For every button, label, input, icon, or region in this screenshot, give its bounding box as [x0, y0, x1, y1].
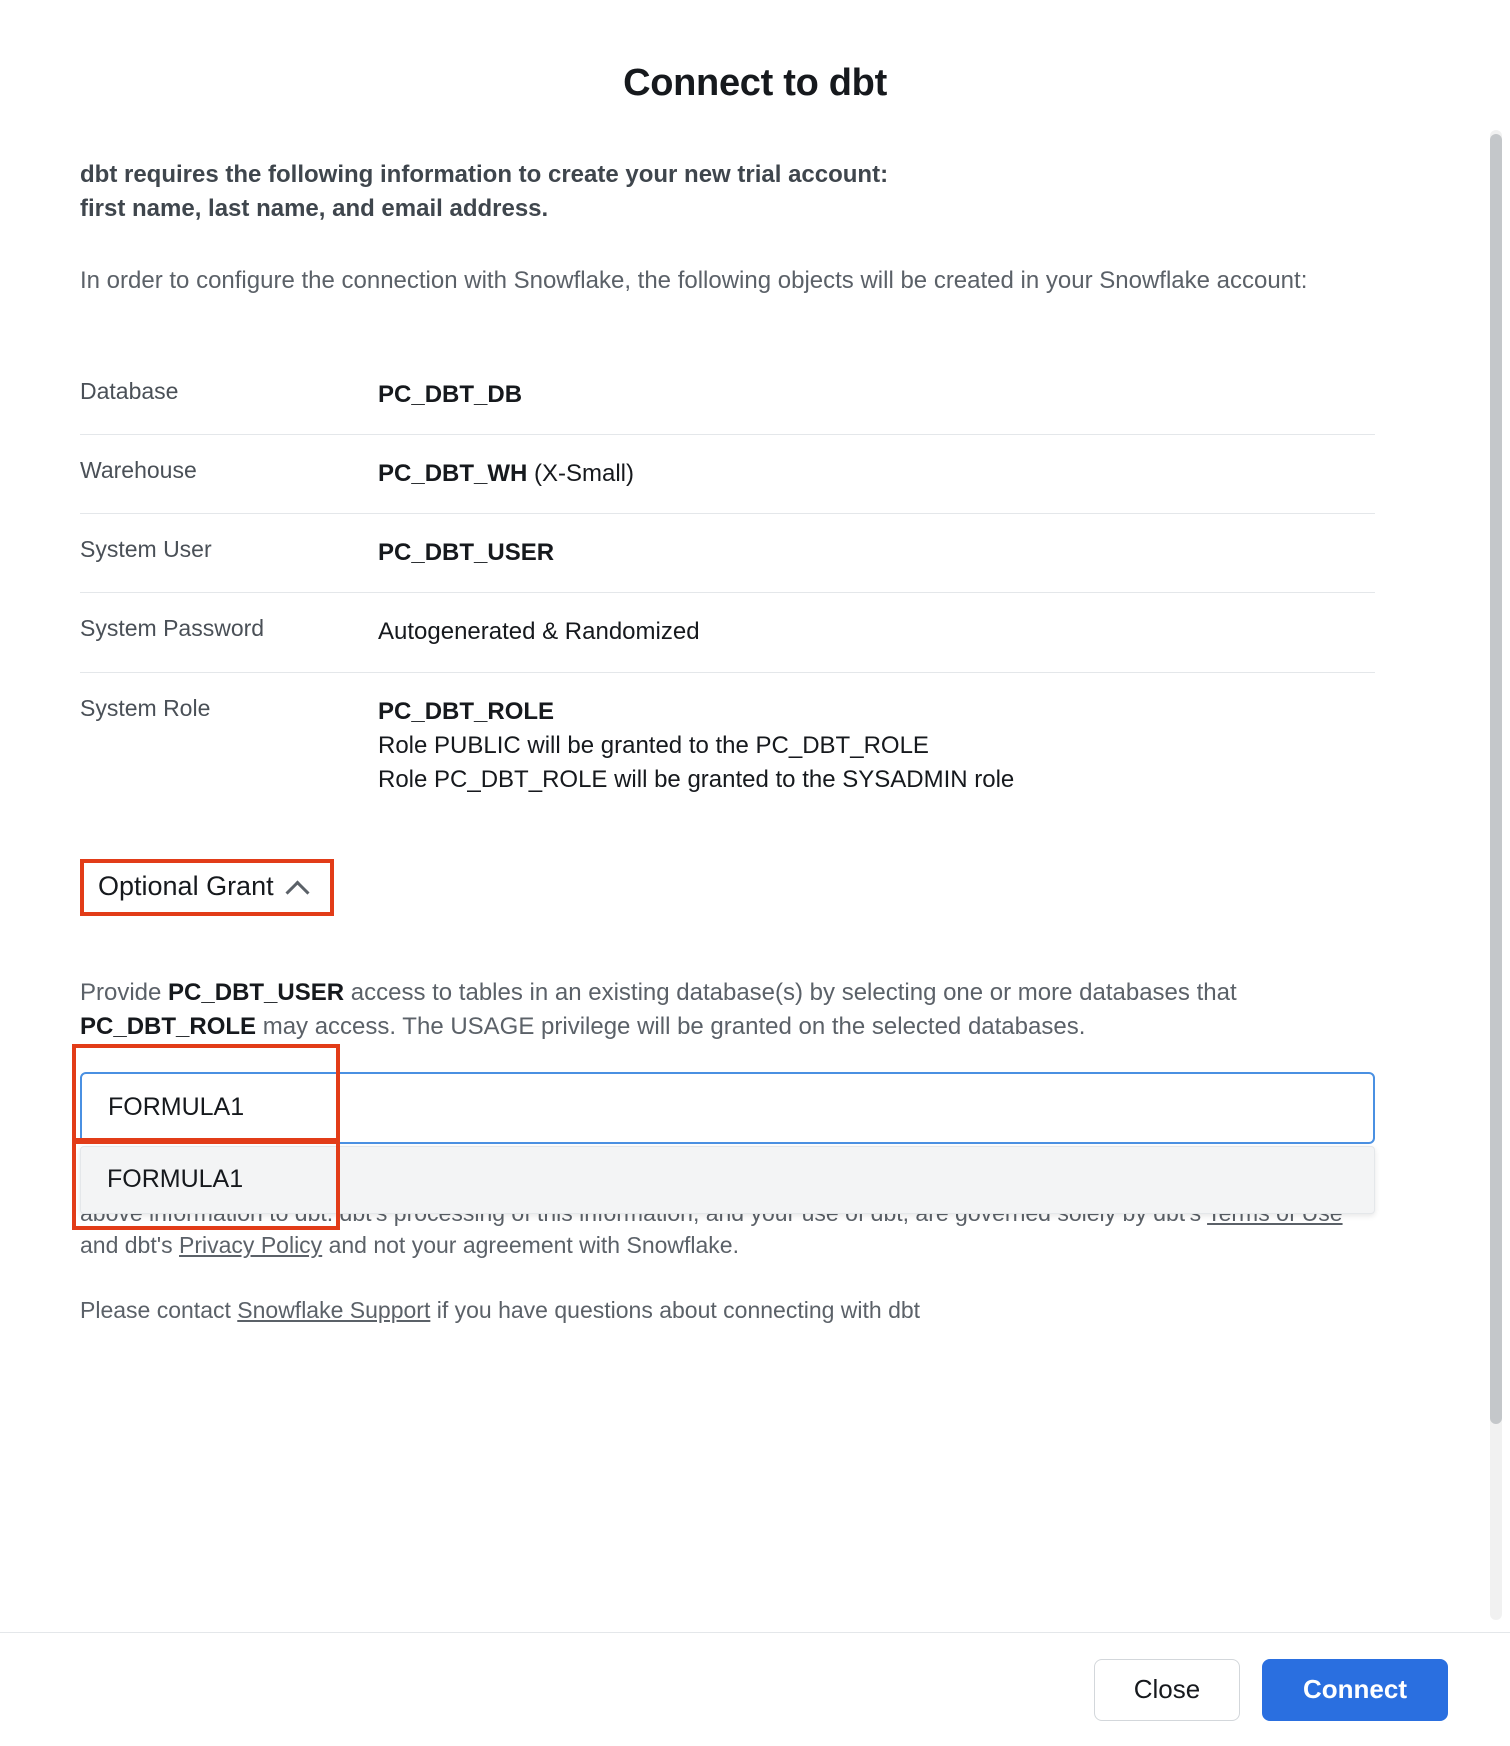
- lead-text: [80, 158, 1400, 226]
- optional-grant-highlight: [80, 859, 334, 916]
- lead-line-2: first name, last name, and email address.: [80, 195, 549, 223]
- table-row: [80, 514, 1375, 593]
- scrollbar-track[interactable]: [1490, 130, 1502, 1620]
- intro-text: In order to configure the connection with Snowflake, the following objects will be created in your Snowflake account:: [80, 267, 1308, 295]
- grant-desc-user: PC_DBT_USER: [168, 978, 345, 1006]
- optional-grant-toggle[interactable]: [98, 871, 308, 902]
- close-button[interactable]: Close: [1094, 1659, 1240, 1721]
- database-select-option[interactable]: FORMULA1: [107, 1165, 244, 1194]
- connect-button[interactable]: Connect: [1262, 1659, 1448, 1721]
- spec-key: System Password: [80, 615, 265, 642]
- spec-value-bold: PC_DBT_WH: [378, 460, 528, 488]
- database-select-area: [80, 1072, 1375, 1194]
- spec-value-rest: (X-Small): [527, 460, 635, 488]
- support-prefix: Please contact: [80, 1296, 238, 1323]
- legal-mid: and dbt's: [80, 1232, 180, 1259]
- optional-grant-label: Optional Grant: [98, 870, 274, 901]
- spec-value-bold: PC_DBT_USER: [378, 539, 555, 567]
- spec-key: System User: [80, 536, 212, 563]
- table-row: [80, 672, 1375, 819]
- object-spec-table: [80, 356, 1375, 819]
- spec-value-rest: Autogenerated & Randomized: [378, 618, 700, 646]
- grant-desc-part-2: access to tables in an existing database(s) by selecting one or more databases that: [344, 978, 1237, 1006]
- grant-desc-part-1: Provide: [80, 978, 169, 1006]
- spec-value: [378, 672, 1375, 819]
- lead-line-1: dbt requires the following information to create your new trial account:: [80, 161, 889, 188]
- support-text: [80, 1294, 1400, 1327]
- optional-grant-description: [80, 976, 1400, 1044]
- grant-desc-part-3: may access. The USAGE privilege will be granted on the selected databases.: [256, 1012, 1086, 1040]
- table-row: [80, 593, 1375, 672]
- chevron-up-icon: [288, 878, 308, 898]
- spec-value: [378, 593, 1375, 672]
- spec-value-bold: PC_DBT_ROLE: [378, 697, 555, 725]
- legal-tail: and not your agreement with Snowflake.: [322, 1232, 739, 1259]
- database-select-input[interactable]: FORMULA1: [80, 1072, 1375, 1144]
- dialog-footer: [0, 1632, 1510, 1746]
- role-detail-line-1: Role PUBLIC will be granted to the PC_DBT_ROLE: [378, 731, 929, 759]
- spec-key: Database: [80, 378, 179, 405]
- spec-value: [378, 514, 1375, 593]
- spec-key: Warehouse: [80, 457, 197, 484]
- spec-value: [378, 356, 1375, 435]
- spec-value-bold: PC_DBT_DB: [378, 381, 523, 409]
- snowflake-support-link[interactable]: Snowflake Support: [237, 1296, 431, 1323]
- role-detail-line-2: Role PC_DBT_ROLE will be granted to the SYSADMIN role: [378, 765, 1015, 793]
- spec-key: System Role: [80, 694, 211, 721]
- privacy-policy-link[interactable]: Privacy Policy: [179, 1232, 323, 1259]
- support-suffix: if you have questions about connecting with dbt: [430, 1296, 921, 1323]
- grant-desc-role: PC_DBT_ROLE: [80, 1012, 257, 1040]
- spec-value: [378, 435, 1375, 514]
- dialog-title: Connect to dbt: [623, 62, 887, 104]
- table-row: [80, 435, 1375, 514]
- dialog-body: [0, 130, 1510, 1632]
- table-row: [80, 356, 1375, 435]
- database-select-menu: [80, 1146, 1375, 1214]
- scrollbar-thumb[interactable]: [1490, 134, 1502, 1424]
